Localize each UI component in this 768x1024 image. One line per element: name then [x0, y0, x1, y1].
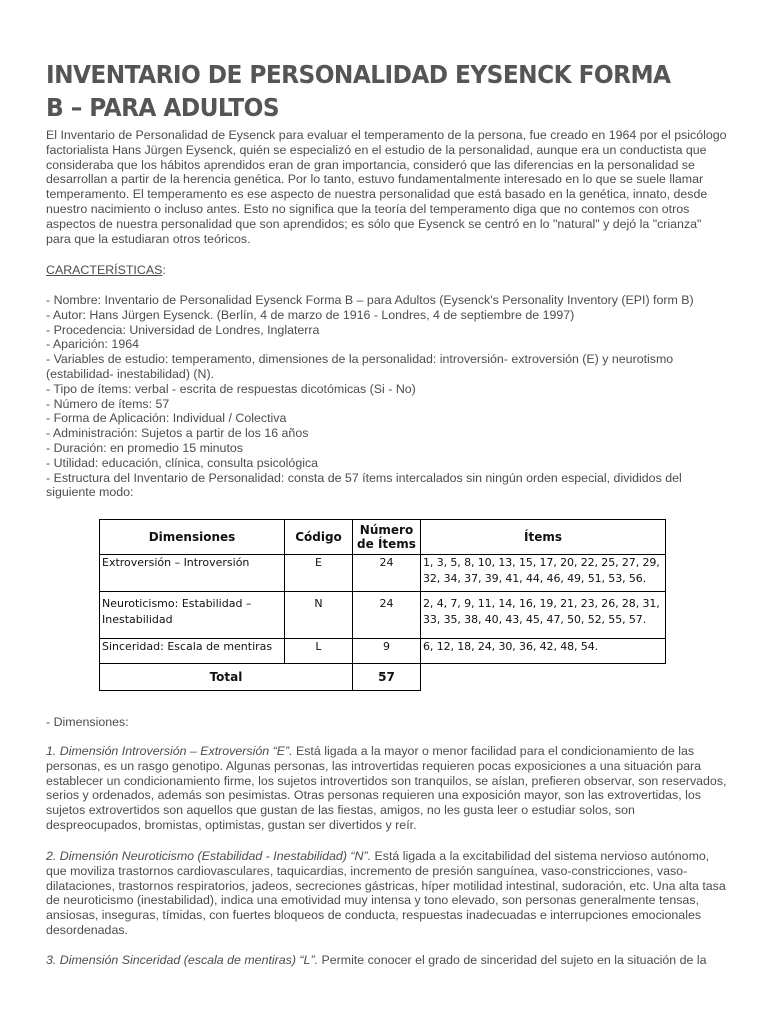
- dimension2-lead: 2. Dimensión Neuroticismo (Estabilidad - Inestabilidad) “N”.: [46, 849, 372, 863]
- dimension2-text: Está ligada a la excitabilidad del sistema nervioso autónomo, que moviliza trastornos cardiovasculares, taquicardias, incremento de presión sanguínea, vaso-constricciones, vaso-dilataciones, trastornos respiratorios, jadeos, secreciones gástricas, híper motilidad intestinal, sudoración, etc. Una alta tasa de neuroticismo (inestabilidad), indica una emotividad muy intensa y tono elevado, son personas generalmente tensas, ansiosas, inseguras, tímidas, con fuertes bloqueos de conducta, respuestas inadecuadas e interrupciones emocionales desordenadas.: [46, 849, 726, 937]
- list-item: - Forma de Aplicación: Individual / Colectiva: [46, 411, 287, 426]
- cell-dimension: Sinceridad: Escala de mentiras: [100, 639, 285, 664]
- total-label: Total: [100, 664, 353, 691]
- cell-items: 2, 4, 7, 9, 11, 14, 16, 19, 21, 23, 26, 28, 31, 33, 35, 38, 40, 43, 45, 47, 50, 52, 55, 57.: [421, 592, 666, 639]
- dimension3-paragraph: [46, 953, 728, 968]
- cell-count: 9: [353, 639, 421, 664]
- cell-items: 1, 3, 5, 8, 10, 13, 15, 17, 20, 22, 25, 27, 29, 32, 34, 37, 39, 41, 44, 46, 49, 51, 53, 56.: [421, 555, 666, 592]
- list-item: - Autor: Hans Jürgen Eysenck. (Berlín, 4 de marzo de 1916 - Londres, 4 de septiembre de 1997): [46, 307, 575, 322]
- list-item: - Variables de estudio: temperamento, dimensiones de la personalidad: introversión- extroversión (E) y neurotismo (estabilidad- inestabilidad) (N).: [46, 352, 674, 381]
- dimension3-lead: 3. Dimensión Sinceridad (escala de mentiras) “L”.: [46, 953, 319, 967]
- characteristics-heading: [46, 263, 728, 278]
- cell-code: N: [285, 592, 353, 639]
- cell-dimension: Neuroticismo: Estabilidad – Inestabilidad: [100, 592, 285, 639]
- table-header-row: [100, 520, 666, 555]
- cell-items: 6, 12, 18, 24, 30, 36, 42, 48, 54.: [421, 639, 666, 664]
- dimension1-lead: 1. Dimensión Introversión – Extroversión “E”.: [46, 744, 293, 758]
- characteristics-list: [46, 293, 728, 500]
- header-numero-line1: Número: [359, 523, 414, 537]
- intro-paragraph: El Inventario de Personalidad de Eysenck para evaluar el temperamento de la persona, fue creado en 1964 por el psicólogo factorialista Hans Jürgen Eysenck, quién se especializó en el estudio de la personalidad, aunque era un conductista que consideraba que los hábitos aprendidos eran de gran importancia, consideró que las diferencias en la personalidad se desarrollan a partir de la herencia genética. Por lo tanto, estuvo fundamentalmente interesado en lo que se suele llamar temperamento. El temperamento es ese aspecto de nuestra personalidad que está basado en la genética, innato, desde nuestro nacimiento o incluso antes. Esto no significa que la teoría del temperamento diga que no contemos con otros aspectos de nuestra personalidad que son aprendidos; es sólo que Eysenck se centró en lo "natural" y dejó la "crianza" para que la estudiaran otros teóricos.: [46, 128, 727, 246]
- cell-dimension: Extroversión – Introversión: [100, 555, 285, 592]
- cell-code: E: [285, 555, 353, 592]
- dimension2-paragraph: [46, 849, 728, 938]
- header-codigo: Código: [285, 520, 353, 555]
- dimensions-table: [99, 519, 666, 691]
- dimensions-label: - Dimensiones:: [46, 715, 129, 729]
- dimension3-text: Permite conocer el grado de sinceridad del sujeto en la situación de la: [318, 953, 707, 967]
- list-item: - Utilidad: educación, clínica, consulta psicológica: [46, 455, 319, 470]
- page-title: INVENTARIO DE PERSONALIDAD EYSENCK FORMA B – PARA ADULTOS: [46, 60, 671, 122]
- list-item: - Nombre: Inventario de Personalidad Eysenck Forma B – para Adultos (Eysenck's Personality Inventory (EPI) form B): [46, 293, 694, 307]
- list-item: - Estructura del Inventario de Personalidad: consta de 57 ítems intercalados sin ningún orden especial, divididos del siguiente modo:: [46, 470, 682, 500]
- cell-code: L: [285, 639, 353, 664]
- table-row: [100, 639, 666, 664]
- total-blank: [421, 664, 666, 691]
- dimension1-paragraph: [46, 744, 728, 833]
- cell-count: 24: [353, 555, 421, 592]
- header-dimensiones: Dimensiones: [100, 520, 285, 555]
- characteristics-heading-text: CARACTERÍSTICAS: [46, 263, 163, 277]
- total-value: 57: [353, 664, 421, 691]
- table-row: [100, 592, 666, 639]
- characteristics-heading-colon: :: [162, 263, 166, 277]
- list-item: - Administración: Sujetos a partir de los 16 años: [46, 426, 309, 441]
- list-item: - Número de ítems: 57: [46, 396, 170, 411]
- header-items: Ítems: [421, 520, 666, 555]
- table-row: [100, 555, 666, 592]
- dimension1-text: Está ligada a la mayor o menor facilidad para el condicionamiento de las personas, es un rasgo genotipo. Algunas personas, las introvertidas requieren pocas exposiciones a una situación para establecer un condicionamiento firme, los sujetos introvertidos son tranquilos, se aíslan, prefieren observar, son reservados, serios y ordenados, además son pesimistas. Otras personas requieren una exposición mayor, son las extrovertidas, los sujetos extrovertidos son aquellos que gustan de las fiestas, amigos, no les gusta leer o estudiar solos, son despreocupados, bromistas, optimistas, gustan ser divertidos y reír.: [46, 744, 727, 832]
- header-numero-line2: de Ítems: [357, 537, 416, 551]
- list-item: - Aparición: 1964: [46, 337, 139, 352]
- table-total-row: [100, 664, 666, 691]
- header-numero-items: [353, 520, 421, 555]
- cell-count: 24: [353, 592, 421, 639]
- list-item: - Tipo de ítems: verbal - escrita de respuestas dicotómicas (Si - No): [46, 381, 416, 396]
- list-item: - Procedencia: Universidad de Londres, Inglaterra: [46, 322, 320, 337]
- list-item: - Duración: en promedio 15 minutos: [46, 440, 243, 455]
